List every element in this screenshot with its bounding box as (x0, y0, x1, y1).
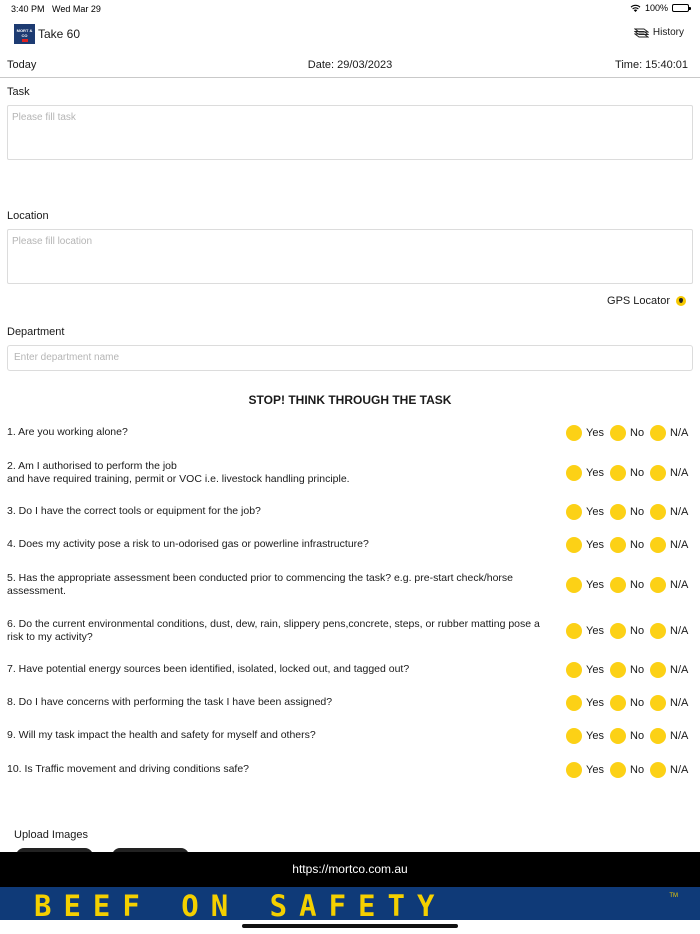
option-yes-label: Yes (586, 625, 604, 637)
home-indicator[interactable] (242, 924, 458, 928)
radio-circle-icon[interactable] (610, 537, 626, 553)
radio-circle-icon[interactable] (610, 425, 626, 441)
banner-text: BEEF ON SAFETY (34, 889, 447, 920)
question-text: 5. Has the appropriate assessment been conducted prior to commencing the task? e.g. pre-start check/horse assessment. (7, 572, 514, 597)
option-na-label: N/A (670, 764, 689, 776)
status-right (630, 3, 689, 13)
option-na-radio[interactable] (650, 623, 690, 639)
option-na-radio[interactable] (650, 728, 690, 744)
question-text: 6. Do the current environmental conditions, dust, dew, rain, slippery pens,concrete, steps, or rubber matting pose a risk to my activity? (7, 618, 540, 643)
option-na-radio[interactable] (650, 762, 690, 778)
question-text: 4. Does my activity pose a risk to un-odorised gas or powerline infrastructure? (7, 538, 369, 550)
option-no-radio[interactable] (610, 662, 644, 678)
option-na-label: N/A (670, 625, 689, 637)
option-no-label: No (630, 467, 645, 479)
answer-options (560, 662, 690, 678)
radio-circle-icon[interactable] (566, 577, 582, 593)
status-time (11, 4, 101, 14)
option-no-radio[interactable] (610, 504, 644, 520)
question-text: 10. Is Traffic movement and driving conditions safe? (7, 763, 250, 775)
location-pin-icon (676, 296, 686, 306)
answer-options (560, 695, 690, 711)
option-no-radio[interactable] (610, 728, 644, 744)
option-yes-radio[interactable] (566, 623, 604, 639)
radio-circle-icon[interactable] (650, 695, 666, 711)
question-text: 7. Have potential energy sources been identified, isolated, locked out, and tagged out? (7, 663, 410, 675)
department-label: Department (7, 326, 65, 338)
answer-options (560, 577, 690, 593)
logo-accent (22, 39, 28, 42)
option-no-label: No (630, 506, 645, 518)
option-yes-label: Yes (586, 579, 604, 591)
gps-locator-button[interactable] (607, 295, 686, 307)
option-no-radio[interactable] (610, 425, 644, 441)
option-na-radio[interactable] (650, 662, 690, 678)
radio-circle-icon[interactable] (650, 662, 666, 678)
option-no-label: No (630, 764, 645, 776)
radio-circle-icon[interactable] (610, 504, 626, 520)
option-na-label: N/A (670, 467, 689, 479)
gps-label: GPS Locator (607, 295, 670, 307)
option-no-radio[interactable] (610, 577, 644, 593)
trademark: TM (669, 893, 678, 899)
location-input[interactable]: Please fill location (7, 229, 693, 284)
logo-text: MORT & CO (16, 28, 33, 38)
answer-options (560, 728, 690, 744)
app-header (0, 22, 700, 48)
option-yes-label: Yes (586, 427, 604, 439)
option-no-label: No (630, 427, 645, 439)
radio-circle-icon[interactable] (566, 537, 582, 553)
radio-circle-icon[interactable] (566, 465, 582, 481)
battery-percent: 100% (644, 3, 668, 13)
radio-circle-icon[interactable] (650, 577, 666, 593)
option-yes-radio[interactable] (566, 662, 604, 678)
answer-options (560, 504, 690, 520)
radio-circle-icon[interactable] (650, 623, 666, 639)
answer-options (560, 537, 690, 553)
option-no-radio[interactable] (610, 465, 644, 481)
website-link[interactable]: https://mortco.com.au (0, 852, 700, 887)
option-no-label: No (630, 579, 645, 591)
radio-circle-icon[interactable] (650, 504, 666, 520)
date-value: Date: 29/03/2023 (307, 59, 393, 71)
option-no-radio[interactable] (610, 695, 644, 711)
option-yes-radio[interactable] (566, 728, 604, 744)
option-na-radio[interactable] (650, 504, 690, 520)
option-yes-label: Yes (586, 539, 604, 551)
radio-circle-icon[interactable] (610, 662, 626, 678)
history-label: History (652, 27, 684, 38)
radio-circle-icon[interactable] (610, 465, 626, 481)
task-input[interactable]: Please fill task (7, 105, 693, 160)
today-label: Today (7, 59, 37, 71)
answer-options (560, 425, 690, 441)
radio-circle-icon[interactable] (610, 577, 626, 593)
history-button[interactable] (634, 27, 684, 38)
option-yes-label: Yes (586, 467, 604, 479)
option-no-label: No (630, 730, 645, 742)
option-na-label: N/A (670, 427, 689, 439)
option-na-radio[interactable] (650, 695, 690, 711)
option-yes-label: Yes (586, 730, 604, 742)
radio-circle-icon[interactable] (650, 425, 666, 441)
history-icon (634, 27, 649, 38)
option-yes-radio[interactable] (566, 465, 604, 481)
radio-circle-icon[interactable] (566, 504, 582, 520)
radio-circle-icon[interactable] (650, 762, 666, 778)
option-na-label: N/A (670, 579, 689, 591)
option-yes-radio[interactable] (566, 762, 604, 778)
radio-circle-icon[interactable] (650, 728, 666, 744)
option-na-label: N/A (670, 664, 689, 676)
time-value: Time: 15:40:01 (615, 59, 688, 71)
checklist-title: STOP! THINK THROUGH THE TASK (248, 393, 452, 407)
option-no-label: No (630, 697, 645, 709)
status-date: Wed Mar 29 (52, 4, 101, 14)
option-na-label: N/A (670, 697, 689, 709)
option-na-radio[interactable] (650, 577, 690, 593)
answer-options (560, 762, 690, 778)
status-bar (0, 0, 700, 18)
question-text: 2. Am I authorised to perform the job and have required training, permit or VOC i.e. livestock handling principle. (7, 460, 350, 485)
radio-circle-icon[interactable] (566, 695, 582, 711)
option-no-label: No (630, 625, 645, 637)
option-yes-label: Yes (586, 506, 604, 518)
clock: 3:40 PM (11, 4, 45, 14)
option-yes-radio[interactable] (566, 504, 604, 520)
option-na-label: N/A (670, 506, 689, 518)
answer-options (560, 623, 690, 639)
task-label: Task (7, 86, 30, 98)
radio-circle-icon[interactable] (566, 662, 582, 678)
question-text: 8. Do I have concerns with performing the task I have been assigned? (7, 696, 333, 708)
question-text: 3. Do I have the correct tools or equipment for the job? (7, 505, 261, 517)
option-na-radio[interactable] (650, 537, 690, 553)
battery-icon (672, 4, 689, 12)
option-na-label: N/A (670, 539, 689, 551)
date-row (0, 57, 700, 78)
option-na-label: N/A (670, 730, 689, 742)
radio-circle-icon[interactable] (566, 425, 582, 441)
option-no-radio[interactable] (610, 762, 644, 778)
option-yes-label: Yes (586, 664, 604, 676)
option-no-radio[interactable] (610, 623, 644, 639)
option-yes-label: Yes (586, 697, 604, 709)
question-text: 1. Are you working alone? (7, 426, 128, 438)
option-yes-radio[interactable] (566, 537, 604, 553)
radio-circle-icon[interactable] (610, 762, 626, 778)
department-input[interactable]: Enter department name (7, 345, 693, 371)
answer-options (560, 465, 690, 481)
option-yes-radio[interactable] (566, 695, 604, 711)
option-yes-radio[interactable] (566, 577, 604, 593)
wifi-icon (630, 4, 641, 12)
option-na-radio[interactable] (650, 465, 690, 481)
radio-circle-icon[interactable] (610, 728, 626, 744)
company-logo (14, 24, 35, 44)
option-no-label: No (630, 664, 645, 676)
radio-circle-icon[interactable] (610, 695, 626, 711)
location-label: Location (7, 210, 49, 222)
option-no-radio[interactable] (610, 537, 644, 553)
radio-circle-icon[interactable] (566, 623, 582, 639)
option-yes-label: Yes (586, 764, 604, 776)
option-yes-radio[interactable] (566, 425, 604, 441)
radio-circle-icon[interactable] (650, 465, 666, 481)
app-title: Take 60 (38, 27, 81, 41)
option-na-radio[interactable] (650, 425, 690, 441)
option-no-label: No (630, 539, 645, 551)
radio-circle-icon[interactable] (650, 537, 666, 553)
radio-circle-icon[interactable] (566, 728, 582, 744)
radio-circle-icon[interactable] (566, 762, 582, 778)
safety-banner (0, 887, 700, 920)
question-text: 9. Will my task impact the health and safety for myself and others? (7, 729, 316, 741)
radio-circle-icon[interactable] (610, 623, 626, 639)
upload-images-label: Upload Images (14, 829, 88, 841)
